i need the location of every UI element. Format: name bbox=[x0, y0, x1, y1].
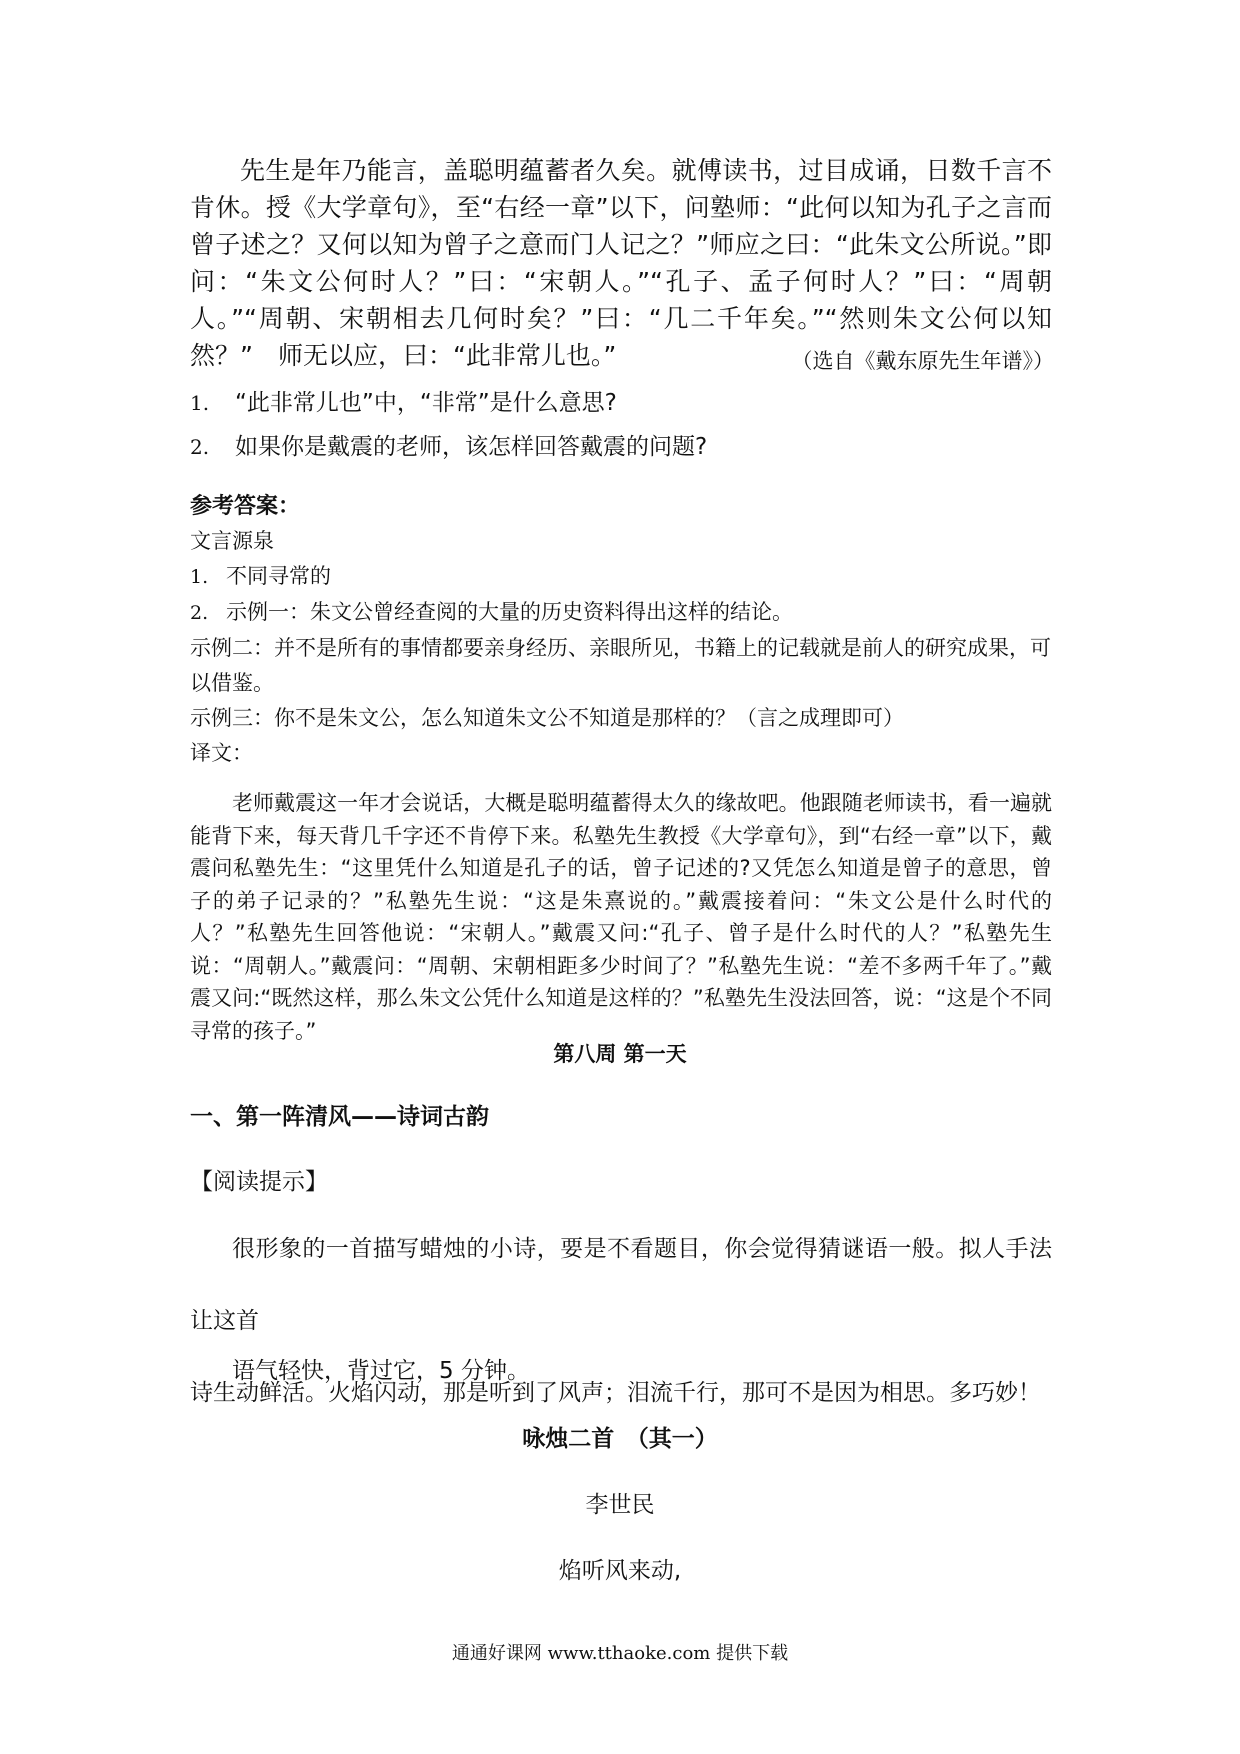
answer-subheading: 文言源泉 bbox=[190, 529, 274, 553]
answer-text: 不同寻常的 bbox=[226, 564, 331, 588]
question-text: “此非常儿也”中，“非常”是什么意思? bbox=[235, 390, 617, 416]
answer-text: 示例一：朱文公曾经查阅的大量的历史资料得出这样的结论。 bbox=[226, 600, 793, 624]
translation-text: 老师戴震这一年才会说话，大概是聪明蕴蓄得太久的缘故吧。他跟随老师读书，看一遍就能背下来，每天背几千字还不肯停下来。私塾先生教授《大学章句》，到“右经一章”以下，戴震问私塾先生：“这里凭什么知道是孔子的话，曾子记述的?又凭怎么知道是曾子的意思，曾子的弟子记录的？”私塾先生说：“这是朱熹说的。”戴震接着问：“朱文公是什么时代的人？”私塾先生回答他说：“宋朝人。”戴震又问:“孔子、曾子是什么时代的人？”私塾先生说：“周朝人。”戴震问：“周朝、宋朝相距多少时间了？”私塾先生说：“差不多两千年了。”戴震又问:“既然这样，那么朱文公凭什么知道是这样的？”私塾先生没法回答，说：“这是个不同寻常的孩子。” bbox=[190, 791, 1052, 1043]
hint-line: 诗生动鲜活。火焰闪动，那是听到了风声；泪流千行，那可不是因为相思。多巧妙！ bbox=[190, 1380, 1041, 1406]
poem-title: 咏烛二首 （其一） bbox=[522, 1426, 718, 1452]
classical-passage bbox=[190, 152, 1052, 374]
answer-item bbox=[190, 559, 1052, 595]
question-number: 2. bbox=[190, 435, 210, 459]
answer-example: 示例二：并不是所有的事情都要亲身经历、亲眼所见，书籍上的记载就是前人的研究成果，可以借鉴。 bbox=[190, 636, 1051, 695]
poem-line: 焰听风来动, bbox=[558, 1558, 682, 1584]
answer-number: 2. bbox=[190, 602, 209, 624]
answer-heading: 参考答案： bbox=[190, 494, 301, 519]
answer-example: 示例三：你不是朱文公，怎么知道朱文公不知道是那样的？（言之成理即可） bbox=[190, 706, 904, 730]
reading-hint-body bbox=[190, 1213, 1052, 1429]
question-text: 如果你是戴震的老师，该怎样回答戴震的问题? bbox=[235, 434, 708, 460]
passage-source: （选自《戴东原先生年谱》） bbox=[791, 349, 1054, 373]
passage-text: 先生是年乃能言，盖聪明蕴蓄者久矣。就傅读书，过目成诵，日数千言不肯休。授《大学章句》，至“右经一章”以下，问塾师：“此何以知为孔子之言而曾子述之？又何以知为曾子之意而门人记之？”师应之曰：“此朱文公所说。”即问：“朱文公何时人？”曰：“宋朝人。”“孔子、孟子何时人？”曰：“周朝人。”“周朝、宋朝相去几何时矣？”曰：“几二千年矣。”“然则朱文公何以知然？” 师无以应，曰：“此非常儿也。” bbox=[190, 156, 1052, 370]
answer-item bbox=[190, 595, 1052, 631]
poem-author: 李世民 bbox=[585, 1492, 655, 1518]
week-heading: 第八周 第一天 bbox=[553, 1042, 687, 1066]
question-number: 1. bbox=[190, 391, 210, 415]
hint-instruction: 语气轻快，背过它，5 分钟。 bbox=[232, 1358, 530, 1384]
answer-section bbox=[190, 489, 1052, 771]
question-item bbox=[190, 381, 1052, 425]
translation-label: 译文： bbox=[190, 741, 253, 765]
question-list bbox=[190, 381, 1052, 469]
translation bbox=[190, 787, 1052, 1047]
reading-hint-title: 【阅读提示】 bbox=[190, 1169, 328, 1195]
answer-number: 1. bbox=[190, 566, 209, 588]
page-footer: 通通好课网 www.tthaoke.com 提供下载 bbox=[451, 1643, 789, 1664]
section-heading: 一、第一阵清风——诗词古韵 bbox=[190, 1104, 489, 1130]
question-item bbox=[190, 425, 1052, 469]
hint-line: 很形象的一首描写蜡烛的小诗，要是不看题目，你会觉得猜谜语一般。拟人手法让这首 bbox=[190, 1236, 1052, 1334]
